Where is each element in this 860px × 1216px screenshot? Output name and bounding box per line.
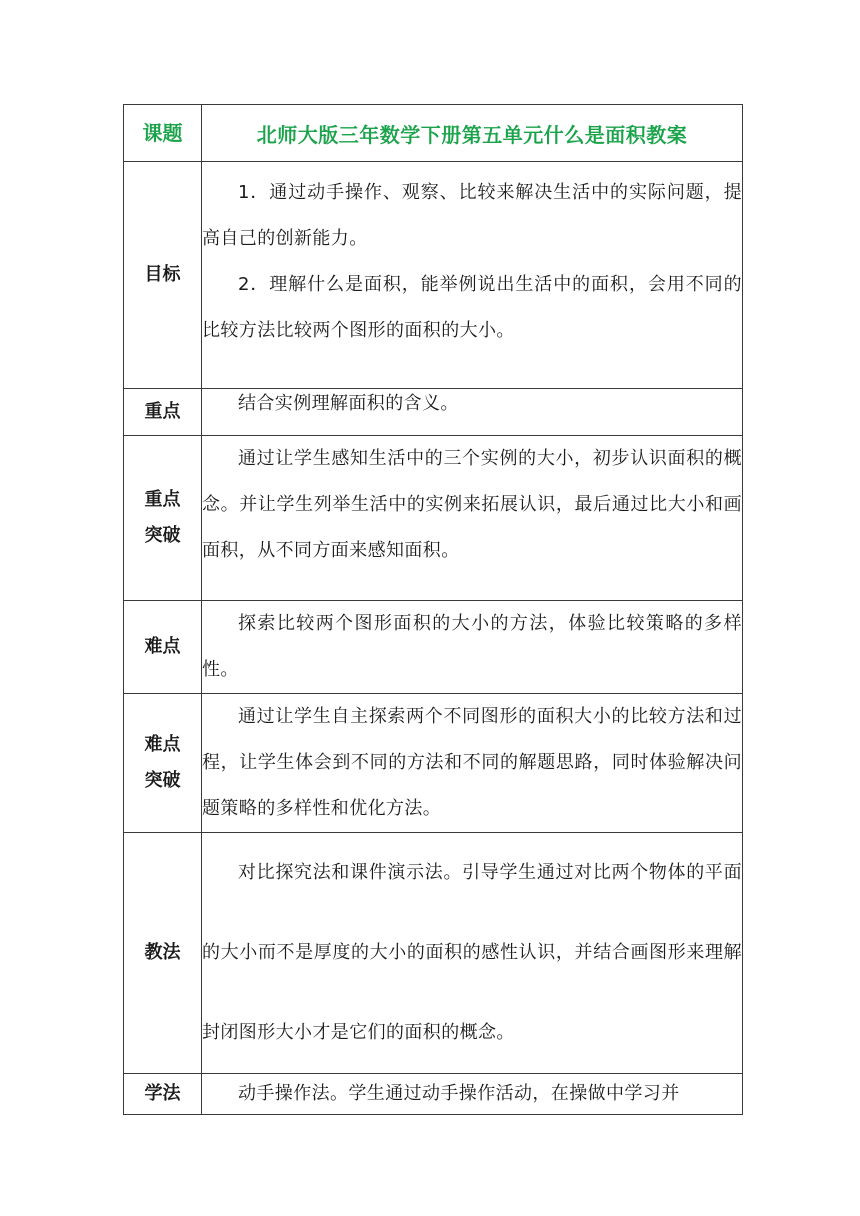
teaching-method-text: 对比探究法和课件演示法。引导学生通过对比两个物体的平面的大小而不是厚度的大小的面积的感性认识，并结合画图形来理解封闭图形大小才是它们的面积的概念。	[202, 862, 742, 1043]
table-row-teaching-method	[124, 833, 743, 1074]
label-difficulty-breakthrough	[124, 694, 202, 833]
learning-method-text: 动手操作法。学生通过动手操作活动，在操做中学习并	[238, 1083, 680, 1104]
label-teaching-method: 教法	[124, 833, 202, 1074]
label-difficulty-breakthrough-line1: 难点	[144, 734, 181, 755]
label-topic: 课题	[124, 105, 202, 162]
table-row-difficulty	[124, 601, 743, 694]
table-row-difficulty-breakthrough	[124, 694, 743, 833]
key-point-content	[202, 389, 743, 436]
difficulty-content	[202, 601, 743, 694]
goal-content	[202, 162, 743, 389]
label-difficulty-breakthrough-line2: 突破	[144, 770, 181, 791]
difficulty-text: 探索比较两个图形面积的大小的方法，体验比较策略的多样性。	[202, 613, 742, 680]
table-row-title	[124, 105, 743, 162]
key-point-text: 结合实例理解面积的含义。	[238, 393, 459, 414]
label-learning-method: 学法	[124, 1074, 202, 1115]
goal-item-1: 1．通过动手操作、观察、比较来解决生活中的实际问题，提高自己的创新能力。	[202, 182, 742, 249]
label-key-point: 重点	[124, 389, 202, 436]
lesson-title: 北师大版三年数学下册第五单元什么是面积教案	[202, 105, 743, 162]
table-row-goal	[124, 162, 743, 389]
teaching-method-content	[202, 833, 743, 1074]
key-breakthrough-text: 通过让学生感知生活中的三个实例的大小，初步认识面积的概念。并让学生列举生活中的实例来拓展认识，最后通过比大小和画面积，从不同方面来感知面积。	[202, 448, 742, 561]
difficulty-breakthrough-content	[202, 694, 743, 833]
table-row-key-breakthrough	[124, 436, 743, 601]
goal-item-2: 2．理解什么是面积，能举例说出生活中的面积，会用不同的比较方法比较两个图形的面积的大小。	[202, 274, 742, 341]
table-row-key-point	[124, 389, 743, 436]
lesson-plan-table	[123, 104, 743, 1115]
difficulty-breakthrough-text: 通过让学生自主探索两个不同图形的面积大小的比较方法和过程，让学生体会到不同的方法和不同的解题思路，同时体验解决问题策略的多样性和优化方法。	[202, 706, 742, 819]
table-row-learning-method	[124, 1074, 743, 1115]
label-key-breakthrough-line2: 突破	[144, 525, 181, 546]
label-goal: 目标	[124, 162, 202, 389]
label-difficulty: 难点	[124, 601, 202, 694]
label-key-breakthrough	[124, 436, 202, 601]
learning-method-content	[202, 1074, 743, 1115]
label-key-breakthrough-line1: 重点	[144, 489, 181, 510]
key-breakthrough-content	[202, 436, 743, 601]
